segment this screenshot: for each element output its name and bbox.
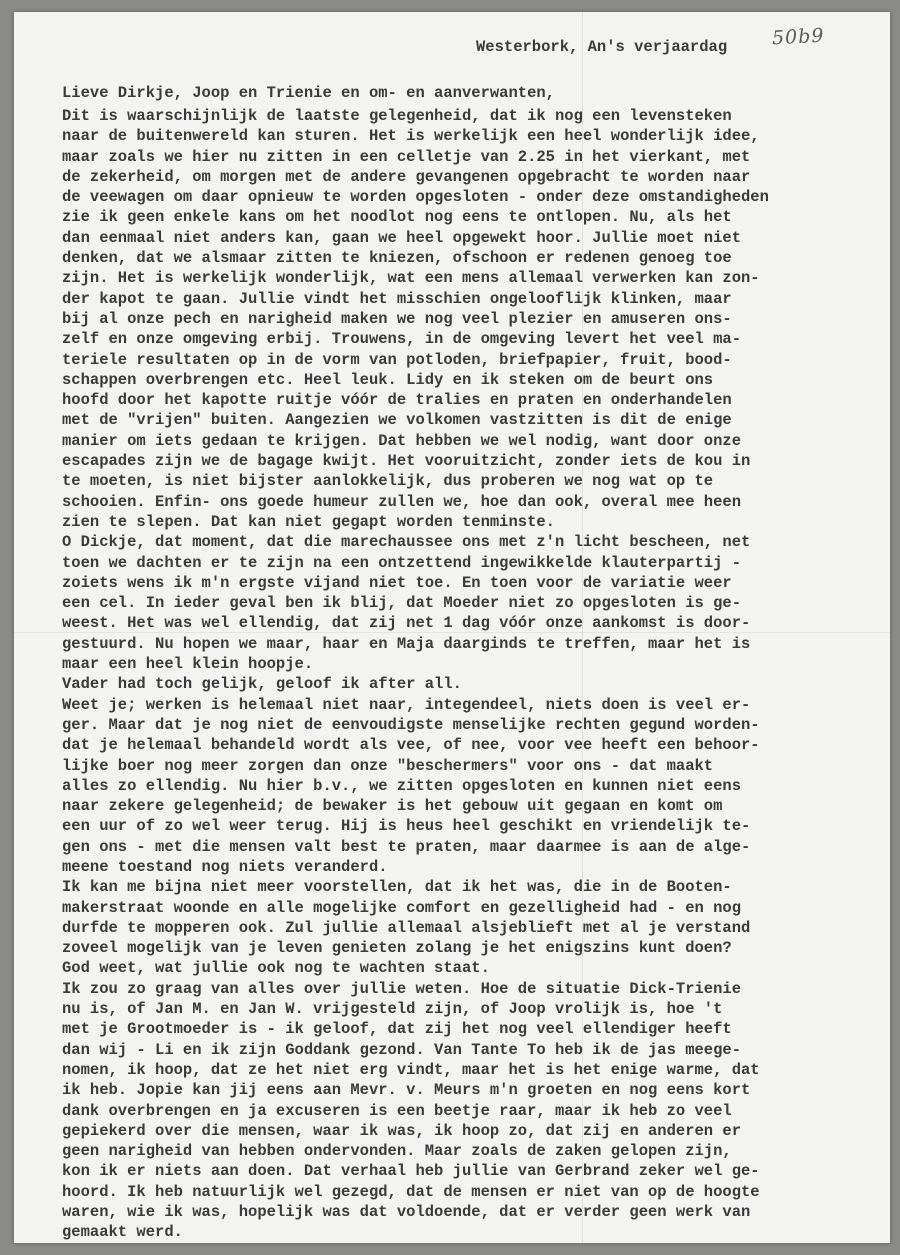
letter-line: te moeten, is niet bijster aanlokkelijk, dus proberen we nog wat op te: [62, 472, 714, 491]
letter-line: de zekerheid, om morgen met de andere gevangenen opgebracht te worden naar: [62, 167, 751, 186]
letter-line: weest. Het was wel ellendig, dat zij net 1 dag vóór onze aankomst is door-: [62, 614, 751, 633]
letter-line: Dit is waarschijnlijk de laatste gelegenheid, dat ik nog een levensteken: [62, 107, 732, 125]
letter-line: God weet, wat jullie ook nog te wachten staat.: [62, 959, 490, 978]
letter-line: een uur of zo wel weer terug. Hij is heus heel geschikt en vriendelijk te-: [62, 817, 751, 836]
letter-line: gestuurd. Nu hopen we maar, haar en Maja daarginds te treffen, maar het is: [62, 634, 751, 653]
letter-line: Ik kan me bijna niet meer voorstellen, dat ik het was, die in de Booten-: [62, 878, 732, 897]
letter-line: zie ik geen enkele kans om het noodlot nog eens te ontlopen. Nu, als het: [62, 208, 732, 227]
letter-line: meene toestand nog niets veranderd.: [62, 857, 388, 876]
letter-line: toen we dachten er te zijn na een ontzettend ingewikkelde klauterpartij -: [62, 553, 742, 572]
letter-line: gen ons - met die mensen valt best te praten, maar daarmee is aan de alge-: [62, 837, 751, 856]
letter-line: alles zo ellendig. Nu hier b.v., we zitten opgesloten en kunnen niet eens: [62, 776, 742, 795]
letter-line: schappen overbrengen etc. Heel leuk. Lidy en ik steken om de beurt ons: [62, 370, 714, 389]
letter-line: met de "vrijen" buiten. Aangezien we volkomen vastzitten is dit de enige: [62, 411, 732, 430]
letter-line: zijn. Het is werkelijk wonderlijk, wat een mens allemaal verwerken kan zon-: [62, 269, 760, 288]
letter-line: manier om iets gedaan te krijgen. Dat hebben we wel nodig, want door onze: [62, 431, 742, 450]
letter-date-line: Westerbork, An's verjaardag: [476, 38, 728, 56]
letter-line: kon ik er niets aan doen. Dat verhaal heb jullie van Gerbrand zeker wel ge-: [62, 1162, 760, 1181]
letter-line: naar zekere gelegenheid; de bewaker is het gebouw uit gegaan en komt om: [62, 797, 723, 816]
letter-line: naar de buitenwereld kan sturen. Het is werkelijk een heel wonderlijk idee,: [62, 127, 760, 146]
letter-line: gepiekerd over die mensen, waar ik was, ik hoop zo, dat zij en anderen er: [62, 1121, 742, 1140]
letter-line: Ik zou zo graag van alles over jullie weten. Hoe de situatie Dick-Trienie: [62, 979, 742, 998]
letter-line: nomen, ik hoop, dat ze het niet erg vindt, maar het is het enige warme, dat: [62, 1060, 760, 1079]
letter-line: der kapot te gaan. Jullie vindt het misschien ongelooflijk klinken, maar: [62, 289, 732, 308]
letter-line: bij al onze pech en narigheid maken we nog veel plezier en amuseren ons-: [62, 309, 732, 328]
letter-line: makerstraat woonde en alle mogelijke comfort en gezelligheid had - en nog: [62, 898, 742, 917]
letter-line: hoofd door het kapotte ruitje vóór de tralies en praten en onderhandelen: [62, 391, 732, 410]
letter-line: escapades zijn we de bagage kwijt. Het vooruitzicht, zonder iets de kou in: [62, 452, 751, 471]
letter-line: nu is, of Jan M. en Jan W. vrijgesteld zijn, of Joop vrolijk is, hoe 't: [62, 1000, 723, 1019]
letter-line: Vader had toch gelijk, geloof ik after all.: [62, 675, 462, 694]
letter-line: zien te slepen. Dat kan niet gegapt worden tenminste.: [62, 512, 555, 531]
letter-salutation: Lieve Dirkje, Joop en Trienie en om- en aanverwanten,: [62, 84, 555, 102]
letter-line: ik heb. Jopie kan jij eens aan Mevr. v. Meurs m'n groeten en nog eens kort: [62, 1081, 751, 1100]
letter-line: gemaakt werd.: [62, 1223, 183, 1242]
letter-line: de veewagen om daar opnieuw te worden opgesloten - onder deze omstandigheden: [62, 188, 769, 207]
letter-line: dank overbrengen en ja excuseren is een beetje raar, maar ik heb zo veel: [62, 1101, 732, 1120]
letter-line: zelf en onze omgeving erbij. Trouwens, in de omgeving levert het veel ma-: [62, 330, 742, 349]
letter-line: O Dickje, dat moment, dat die marechaussee ons met z'n licht bescheen, net: [62, 533, 751, 552]
letter-line: dan wij - Li en ik zijn Goddank gezond. Van Tante To heb ik de jas meege-: [62, 1040, 742, 1059]
letter-line: dan eenmaal niet anders kan, gaan we heel opgewekt hoor. Jullie moet niet: [62, 228, 742, 247]
letter-line: lijke boer nog meer zorgen dan onze "beschermers" voor ons - dat maakt: [62, 756, 714, 775]
letter-line: durfde te mopperen ook. Zul jullie allemaal alsjeblieft met al je verstand: [62, 918, 751, 937]
archive-number-mark: 50b9: [771, 24, 825, 50]
letter-line: geen narigheid van hebben ondervonden. Maar zoals de zaken gelopen zijn,: [62, 1142, 732, 1161]
letter-line: dat je helemaal behandeld wordt als vee, of nee, voor vee heeft een behoor-: [62, 736, 760, 755]
letter-line: zoveel mogelijk van je leven genieten zolang je het enigszins kunt doen?: [62, 939, 732, 958]
letter-line: schooien. Enfin- ons goede humeur zullen we, hoe dan ook, overal mee heen: [62, 492, 742, 511]
letter-line: ger. Maar dat je nog niet de eenvoudigste menselijke rechten gegund worden-: [62, 715, 760, 734]
letter-body: [62, 106, 862, 1243]
letter-line: een cel. In ieder geval ben ik blij, dat Moeder niet zo opgesloten is ge-: [62, 594, 742, 613]
letter-line: hoord. Ik heb natuurlijk wel gezegd, dat de mensen er niet van op de hoogte: [62, 1182, 760, 1201]
letter-line: waren, wie ik was, hopelijk was dat voldoende, dat er verder geen werk van: [62, 1203, 751, 1222]
letter-line: met je Grootmoeder is - ik geloof, dat zij het nog veel ellendiger heeft: [62, 1020, 732, 1039]
letter-line: maar een heel klein hoopje.: [62, 655, 314, 674]
letter-line: Weet je; werken is helemaal niet naar, integendeel, niets doen is veel er-: [62, 695, 751, 714]
letter-line: teriele resultaten op in de vorm van potloden, briefpapier, fruit, bood-: [62, 350, 732, 369]
letter-line: maar zoals we hier nu zitten in een celletje van 2.25 in het vierkant, met: [62, 147, 751, 166]
letter-line: zoiets wens ik m'n ergste vijand niet toe. En toen voor de variatie weer: [62, 573, 732, 592]
letter-line: denken, dat we alsmaar zitten te kniezen, ofschoon er redenen genoeg toe: [62, 249, 732, 268]
